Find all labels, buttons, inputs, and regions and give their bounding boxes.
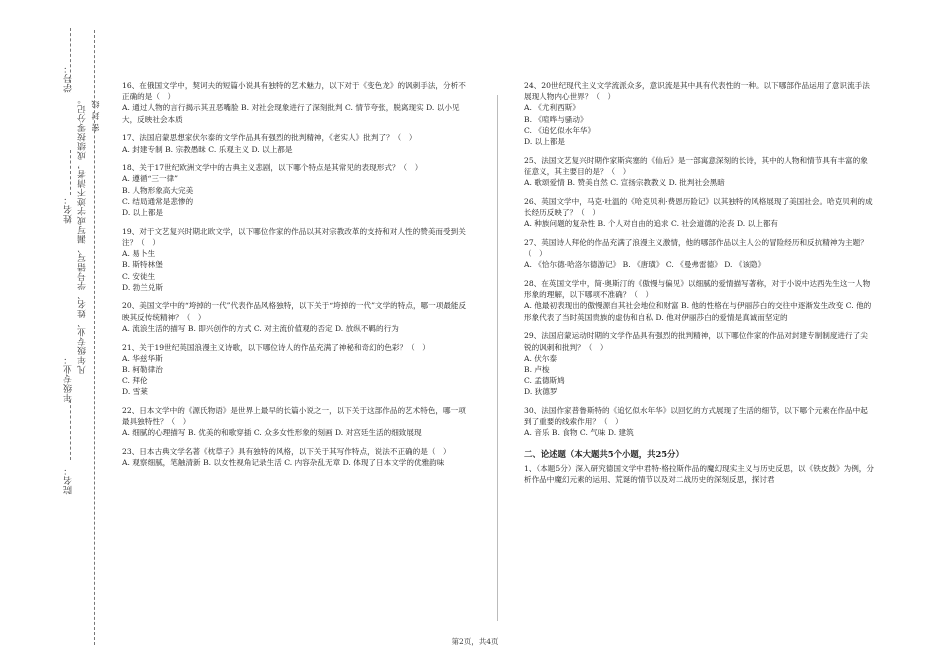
major-underline [70,400,71,460]
answer-option: B. 卢梭 [524,364,550,374]
question-item [524,405,874,439]
answer-option: D. 以上都是 [122,208,164,218]
answer-option: A. 音乐 B. 食物 C. 气味 D. 建筑 [524,428,634,438]
question-text: 21、关于19世纪英国浪漫主义诗歌，以下哪位诗人的作品充满了神秘和奇幻的色彩？（ ） [122,342,430,352]
answer-option: D. 雪莱 [122,387,148,397]
question-item [524,80,874,147]
question-item [524,237,874,271]
answer-option: A. 《尤利西斯》 [524,103,580,113]
section-title: 二、论述题（本大题共5个小题，共25分） [524,448,684,459]
question-text: 28、在英国文学中，简·奥斯汀的《傲慢与偏见》以细腻的爱情描写著称，对于小说中达西先生这一人物形象的理解，以下哪项不准确？（ ） [524,279,871,300]
answer-option: D. 勃兰兑斯 [122,282,164,292]
question-text: 30、法国作家普鲁斯特的《追忆似水年华》以回忆的方式展现了生活的细节，以下哪个元素在作品中起到了重要的线索作用？（ ） [524,406,868,427]
seal-line-label: 密 封 线 [91,100,100,132]
question-text: 24、20世纪现代主义文学流派众多，意识流是其中具有代表性的一种。以下哪部作品运用了意识流手法展现人物内心世界？（ ） [524,81,870,102]
answer-option: A. 观察细腻，笔触清新 B. 以女性视角记录生活 C. 内容杂乱无章 D. 体现了日本文学的优雅韵味 [122,458,445,468]
question-item [122,446,472,468]
answer-option: C. 拜伦 [122,376,148,386]
question-item [122,226,472,293]
question-text: 23、日本古典文学名著《枕草子》具有独特的风格，以下关于其写作特点，说法不正确的是（ ） [122,447,451,457]
name-underline [70,150,71,195]
answer-option: C. 孟德斯鸠 [524,376,565,386]
question-text: 22、日本文学中的《源氏物语》是世界上最早的长篇小说之一，以下关于这部作品的艺术特色，哪一项最具独特性？（ ） [122,406,466,427]
answer-option: C. 安徒生 [122,271,156,281]
question-text: 18、关于17世纪欧洲文学中的古典主义悲剧，以下哪个特点是其常见的表现形式？（ ） [122,163,423,173]
answer-option: C. 结局通常是悲惨的 [122,196,194,206]
left-column [122,80,472,476]
question-text: 17、法国启蒙思想家伏尔泰的文学作品具有强烈的批判精神，《老实人》批判了？（ ） [122,133,417,143]
page-footer: 第2页，共4页 [451,637,499,646]
answer-option: A. 流浪生活的描写 B. 即兴创作的方式 C. 对主流价值观的否定 D. 放纵不羁的行为 [122,323,399,333]
question-text: 29、法国启蒙运动时期的文学作品具有强烈的批判精神，以下哪位作家的作品对封建专制制度进行了尖锐的讽刺和批判？（ ） [524,331,868,352]
answer-option: B. 《喧哗与骚动》 [524,114,588,124]
question-text: 20、美国文学中的“垮掉的一代”代表作品风格独特，以下关于“垮掉的一代”文学的特点，哪一项最能反映其反传统精神？（ ） [122,301,467,322]
answer-option: A. 种族问题的复杂性 B. 个人对自由的追求 C. 社会道德的沦丧 D. 以上都有 [524,219,779,229]
question-item [122,300,472,334]
column-divider [497,95,498,621]
answer-option: A. 通过人物的言行揭示其丑恶嘴脸 B. 对社会现象进行了深刻批判 C. 情节夸张，脱离现实 D. 以小见大，反映社会本质 [122,103,460,124]
answer-option: A. 细腻的心理描写 B. 优美的和歌穿插 C. 众多女性形象的刻画 D. 对宫廷生活的细致展现 [122,428,422,438]
answer-option: A. 华兹华斯 [122,353,163,363]
seal-warning: 凡年级专业、姓名、学号错写、漏写或字迹不清者，成绩按零分记。 [78,95,88,374]
id-underline [70,28,71,88]
question-item [122,342,472,398]
binding-margin [0,0,110,672]
right-column [524,80,874,485]
question-item [524,330,874,397]
seal-dashed-line [94,30,95,645]
question-item [122,162,472,218]
question-text: 26、英国文学中，马克·吐温的《哈克贝利·费恩历险记》以其独特的风格展现了美国社会。哈克贝利的成长经历反映了？（ ） [524,196,873,218]
question-item [122,405,472,439]
major-label: 年级专业： [64,355,74,403]
answer-option: A. 封建专制 B. 宗教愚昧 C. 乐观主义 D. 以上都是 [122,144,293,154]
answer-option: A. 《恰尔德·哈洛尔德游记》 B. 《唐璜》 C. 《曼弗雷德》 D. 《该隐》 [524,260,766,270]
answer-option: B. 斯特林堡 [122,260,163,270]
answer-option: C. 《追忆似水年华》 [524,125,596,135]
question-item [122,132,472,154]
name-label: 姓名： [64,195,74,224]
essay-question: 1、（本题5分）深入研究德国文学中君特·格拉斯作品的魔幻现实主义与历史反思，以《铁皮鼓》为例，分析作品中魔幻元素的运用、荒诞的情节以及对二战历史的深刻反思，探讨君 [524,463,874,485]
answer-option: D. 狄德罗 [524,387,558,397]
question-item [524,155,874,189]
question-item [524,196,874,230]
answer-option: A. 歌颂爱情 B. 赞美自然 C. 宣扬宗教教义 D. 批判社会黑暗 [524,178,725,188]
question-item [122,80,472,125]
school-label: 院名： [64,466,74,495]
answer-option: A. 易卜生 [122,249,156,259]
answer-option: D. 以上都是 [524,137,566,147]
question-text: 16、在俄国文学中，契诃夫的短篇小说具有独特的艺术魅力，以下对于《变色龙》的讽刺手法，分析不正确的是（ ） [122,81,466,102]
question-text: 25、法国文艺复兴时期作家斯宾塞的《仙后》是一部寓意深刻的长诗，其中的人物和情节具有丰富的象征意义，其主要目的是？（ ） [524,155,868,176]
question-text: 27、英国诗人拜伦的作品充满了浪漫主义激情，他的哪部作品以主人公的冒险经历和反抗精神为主题？（ ） [524,237,868,259]
answer-option: B. 柯勒律治 [122,364,163,374]
student-id-label: 学号： [64,64,74,93]
answer-option: B. 人物形象高大完美 [122,185,194,195]
answer-option: A. 遵循“三一律” [122,174,179,184]
answer-option: A. 伏尔泰 [524,353,558,363]
answer-option: A. 他最初表现出的傲慢源自其社会地位和财富 B. 他的性格在与伊丽莎白的交往中逐渐发生改变 C. 他的形象代表了当时英国贵族的虚伪和自私 D. 他对伊丽莎白的爱情是真诚而坚定的 [524,301,872,322]
question-item [524,278,874,323]
question-text: 19、对于文艺复兴时期北欧文学，以下哪位作家的作品以其对宗教改革的支持和对人性的赞美而受到关注？（ ） [122,226,466,247]
